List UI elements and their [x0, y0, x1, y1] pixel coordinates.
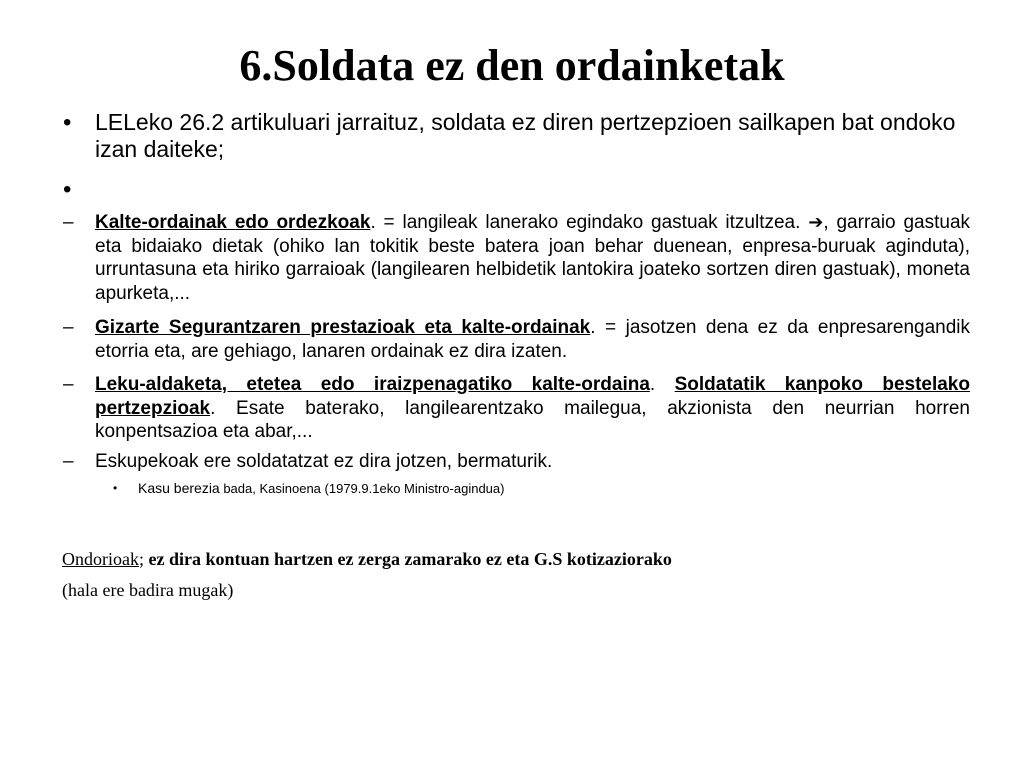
item-leku-aldaketa [95, 373, 970, 444]
dash-3: – [63, 374, 74, 395]
conclusion-note: (hala ere badira mugak) [62, 580, 234, 600]
item-1-term: Kalte-ordainak edo ordezkoak [95, 212, 371, 233]
sub-item-kasu-berezia [138, 480, 938, 497]
bullet-1-text: LELeko 26.2 artikuluari jarraituz, soldata ez diren pertzepzioen sailkapen bat ondoko izan daiteke; [95, 109, 956, 162]
conclusion-text: ez dira kontuan hartzen ez zerga zamarako ez eta G.S kotizaziorako [148, 549, 672, 569]
item-3-term: Leku-aldaketa, etetea edo iraizpenagatiko kalte-ordaina [95, 374, 650, 395]
conclusion-label: Ondorioak [62, 549, 139, 569]
bullet-1-glyph: • [63, 109, 72, 136]
sub-item-text: bada, Kasinoena (1979.9.1eko Ministro-agindua) [219, 481, 505, 496]
sub-item-lead: Kasu berezia [138, 480, 220, 496]
sub-bullet-glyph: • [113, 481, 118, 495]
item-1-text-a: . = langileak lanerako egindako gastuak itzultzea. [370, 212, 809, 233]
item-3-text: . Esate baterako, langilearentzako mailegua, akzionista den neurrian horren konpentsazioa eta abar,... [95, 397, 970, 442]
conclusion-sep: ; [138, 549, 149, 569]
slide-title: 6.Soldata ez den ordainketak [239, 41, 785, 90]
item-gizarte-segurantza [95, 316, 970, 363]
dash-4: – [63, 451, 74, 472]
dash-2: – [63, 317, 74, 338]
item-2-text: . = jasotzen dena ez da enpresarengandik etorria eta, are gehiago, lanaren ordainak ez dira izaten. [95, 317, 970, 362]
dash-1: – [63, 212, 74, 233]
item-eskupekoak: Eskupekoak ere soldatatzat ez dira jotzen, bermaturik. [95, 451, 553, 472]
conclusion [62, 548, 962, 570]
right-arrow-icon: ➔ [808, 212, 824, 233]
item-1-text-b: , garraio gastuak eta bidaiako dietak (ohiko lan tokitik beste batera joan behar duenean, enpresa-buruak aginduta), urruntasuna eta hiriko garraioak (langilearen helbidetik lantokira joateko sortzen diren gastuak), moneta apurketa,... [95, 212, 971, 304]
item-2-term: Gizarte Segurantzaren prestazioak eta kalte-ordainak [95, 317, 591, 338]
item-kalte-ordainak [95, 211, 970, 305]
item-3-sep: . [649, 374, 675, 395]
bullet-2-glyph: • [63, 176, 72, 203]
item-3-term-2: Soldatatik kanpoko bestelako pertzepzioak [95, 374, 970, 419]
